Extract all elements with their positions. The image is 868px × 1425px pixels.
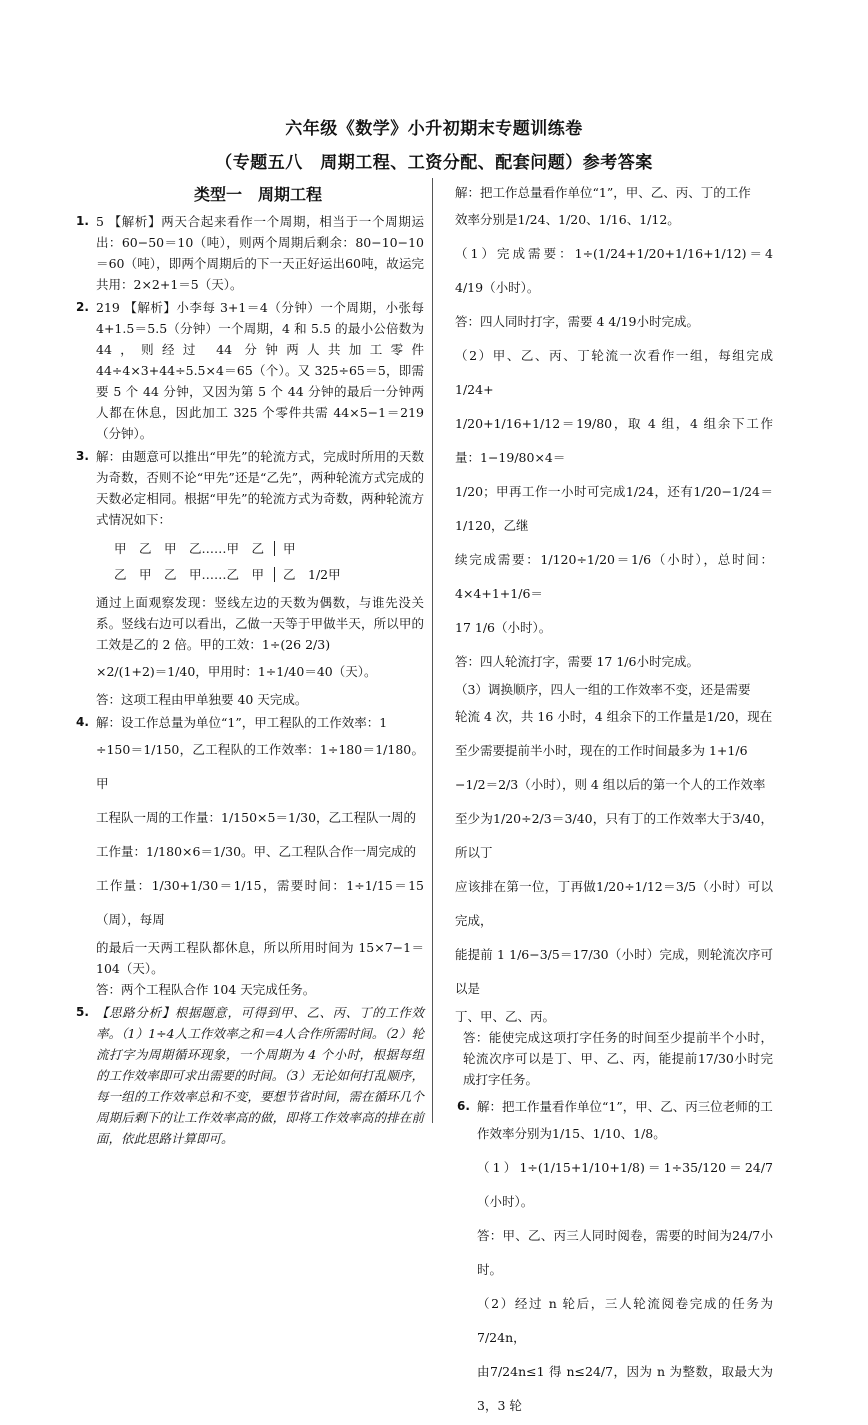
item-text: 解：由题意可以推出“甲先”的轮流方式，完成时所用的天数为奇数，否则不论“甲先”还是“乙先”，两种轮流方式完成的天数必定相同。根据“甲先”的轮流方式为奇数，两种轮流方式情况如下： [96, 449, 424, 527]
item-text: 至少需要提前半小时，现在的工作时间最多为 1+1/6 [455, 743, 748, 758]
item-text: 丁、甲、乙、丙。 [455, 1009, 556, 1024]
item-number: 6. [457, 1099, 470, 1113]
answer-item-3 [74, 446, 424, 710]
item-text: 至少为1/20÷2/3＝3/40，只有丁的工作效率大于3/40，所以丁 [455, 811, 773, 860]
rotation-row-tail: 甲 [274, 541, 296, 556]
answer-line: 答：四人同时打字，需要 4 4/19小时完成。 [455, 314, 699, 329]
answer-line: 答：这项工程由甲单独要 40 天完成。 [96, 692, 308, 707]
item-text: −1/2＝2/3（小时），则 4 组以后的第一个人的工作效率 [455, 777, 766, 792]
item-text: 效率分别是1/24、1/20、1/16、1/12。 [455, 212, 680, 227]
section-title: 类型一 周期工程 [193, 185, 322, 204]
item-text: ×2/(1+2)＝1/40，甲用时：1÷1/40＝40（天）。 [96, 664, 377, 679]
item-text: （3）调换顺序，四人一组的工作效率不变，还是需要 [455, 682, 751, 697]
item-text: 219 【解析】小李每 3+1＝4（分钟）一个周期，小张每 4+1.5＝5.5（分钟）一个周期，4 和 5.5 的最小公倍数为 44，则经过 44 分钟两人共加工零件 44÷4×3+44÷5.5×4＝65（个）。又 325÷65＝5，即需要 5 个 44 分钟，又因为第 5 个 44 分钟的最后一分钟两人都在休息，因此加工 325 个零件共需 44×5−1＝219（分钟）。 [96, 300, 424, 441]
rotation-row: 乙 甲 乙 甲……乙 甲 [114, 567, 265, 582]
item-text: 1/20；甲再工作一小时可完成1/24，还有1/20−1/24＝1/120，乙继 [455, 484, 773, 533]
answer-item-5 [74, 1002, 424, 1149]
item-number: 5. [76, 1005, 89, 1019]
answer-line: 答：两个工程队合作 104 天完成任务。 [96, 982, 316, 997]
item-text: 解：把工作总量看作单位“1”，甲、乙、丙、丁的工作 [455, 185, 751, 200]
answer-line: 答：甲、乙、丙三人同时阅卷，需要的时间为24/7小时。 [477, 1228, 773, 1277]
item-number: 2. [76, 300, 89, 314]
item-text: 解：把工作量看作单位“1”，甲、乙、丙三位老师的工 [477, 1099, 773, 1114]
item-text: 工程队一周的工作量：1/150×5＝1/30，乙工程队一周的 [96, 810, 417, 825]
page-title: 六年级《数学》小升初期末专题训练卷 [285, 119, 583, 139]
item-text: 5 【解析】两天合起来看作一个周期，相当于一个周期运出：60−50＝10（吨），则两个周期后剩余：80−10−10＝60（吨），即两个周期后的下一天正好运出60吨，故运完共用：2×2+1＝5（天）。 [96, 214, 424, 292]
item-text: 1/20+1/16+1/12＝19/80，取 4 组，4 组余下工作量：1−19/80×4＝ [455, 416, 773, 465]
item-text: 由7/24n≤1 得 n≤24/7，因为 n 为整数，取最大为 3，3 轮 [477, 1364, 773, 1413]
answer-item-6 [455, 1096, 773, 1423]
item-text: （2）经过 n 轮后，三人轮流阅卷完成的任务为7/24n， [477, 1296, 773, 1345]
item-text: （2）甲、乙、丙、丁轮流一次看作一组，每组完成1/24+ [455, 348, 773, 397]
item-text: （1）完成需要：1÷(1/24+1/20+1/16+1/12)＝4 4/19（小时）。 [455, 246, 773, 295]
item-text: 续完成需要：1/120÷1/20＝1/6（小时），总时间：4×4+1+1/6＝ [455, 552, 773, 601]
answer-item-4 [74, 712, 424, 1000]
item-text: （1）1÷(1/15+1/10+1/8)＝1÷35/120＝24/7（小时）。 [477, 1160, 773, 1209]
item-text: 工作量：1/180×6＝1/30。甲、乙工程队合作一周完成的 [96, 844, 417, 859]
item-text: 轮流 4 次，共 16 小时，4 组余下的工作量是1/20，现在 [455, 709, 773, 724]
item-text: 【思路分析】根据题意，可得到甲、乙、丙、丁的工作效率。（1）1÷4人工作效率之和＝4人合作所需时间。（2）轮流打字为周期循环现象，一个周期为 4 个小时，根据每组的工作效率即可求出需要的时间。（3）无论如何打乱顺序，每一组的工作效率总和不变，要想节省时间，需在循环几个周期后剩下的让工作效率高的做，即将工作效率高的排在前面，依此思路计算即可。 [96, 1005, 424, 1146]
item-text: 能提前 1 1/6−3/5＝17/30（小时）完成，则轮流次序可以是 [455, 947, 773, 996]
rotation-row: 甲 乙 甲 乙……甲 乙 [114, 541, 265, 556]
item-text: 作效率分别为1/15、1/10、1/8。 [477, 1126, 666, 1141]
item-text: 应该排在第一位，丁再做1/20÷1/12＝3/5（小时）可以完成， [455, 879, 773, 928]
page-subtitle: （专题五八 周期工程、工资分配、配套问题）参考答案 [215, 153, 653, 173]
item-text: ÷150＝1/150，乙工程队的工作效率：1÷180＝1/180。甲 [96, 742, 424, 791]
item-number: 1. [76, 214, 89, 228]
answer-line: 答：能使完成这项打字任务的时间至少提前半个小时，轮流次序可以是丁、甲、乙、丙，能提前17/30小时完成打字任务。 [463, 1030, 773, 1087]
rotation-table [114, 536, 424, 588]
item-text: 的最后一天两工程队都休息，所以所用时间为 15×7−1＝104（天）。 [96, 940, 424, 976]
answer-line: 答：四人轮流打字，需要 17 1/6小时完成。 [455, 654, 699, 669]
item-text: 17 1/6（小时）。 [455, 620, 552, 635]
right-column [455, 182, 773, 1425]
column-divider [432, 178, 433, 1123]
answer-item-2 [74, 297, 424, 444]
item-number: 4. [76, 715, 89, 729]
left-column [74, 182, 424, 1151]
item-number: 3. [76, 449, 89, 463]
rotation-row-tail: 乙 1/2甲 [274, 567, 341, 582]
item-text: 工作量：1/30+1/30＝1/15，需要时间：1÷1/15＝15（周），每周 [96, 878, 424, 927]
item-text: 解：设工作总量为单位“1”，甲工程队的工作效率：1 [96, 715, 388, 730]
answer-item-1 [74, 211, 424, 295]
item-text: 通过上面观察发现：竖线左边的天数为偶数，与谁先没关系。竖线右边可以看出，乙做一天等于甲做半天，所以甲的工效是乙的 2 倍。甲的工效：1÷(26 2/3) [96, 595, 424, 652]
